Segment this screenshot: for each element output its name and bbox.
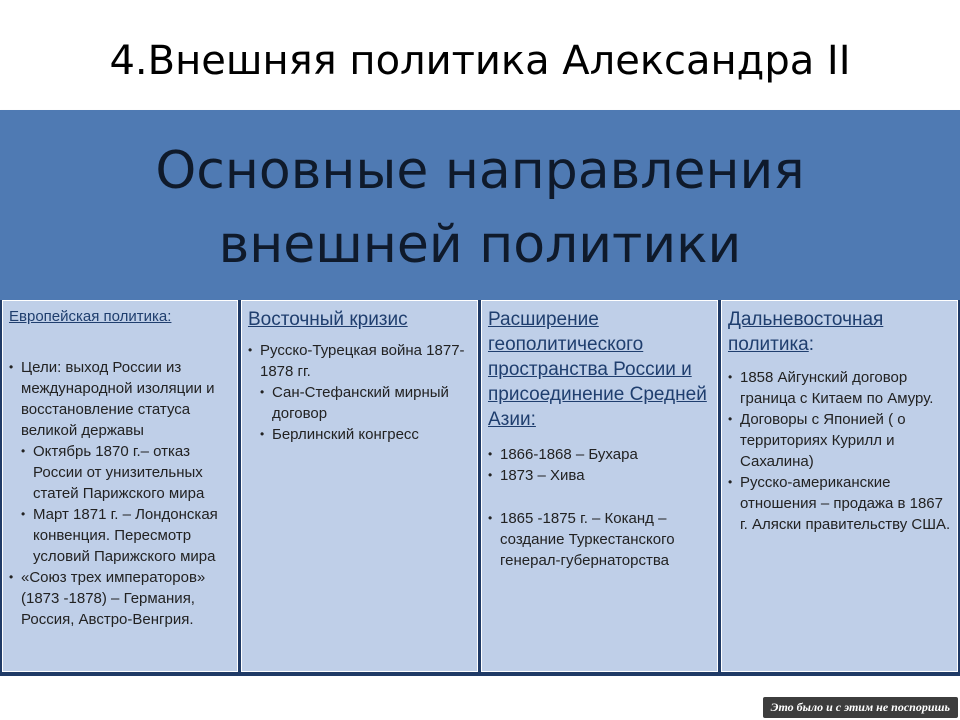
column-heading-suffix: : [808, 334, 815, 355]
slide-title: 4.Внешняя политика Александра II [109, 38, 851, 84]
header-band [0, 110, 960, 300]
columns-area [0, 300, 960, 676]
column-heading-text: Дальневосточная политика [728, 309, 884, 355]
watermark-badge: Это было и с этим не поспоришь [763, 697, 958, 718]
list-item: • 1866-1868 – Бухара [488, 444, 711, 465]
column-heading [728, 307, 951, 357]
header-line-2: внешней политики [218, 215, 742, 275]
column-european-policy [2, 300, 238, 672]
list-item: • Договоры с Японией ( о территориях Курилл и Сахалина) [728, 409, 951, 472]
bullet-list [728, 367, 951, 535]
list-item: • Сан-Стефанский мирный договор [260, 382, 471, 424]
column-far-east [721, 300, 958, 672]
column-eastern-crisis [241, 300, 478, 672]
column-central-asia [481, 300, 718, 672]
list-item: • Март 1871 г. – Лондонская конвенция. Пересмотр условий Парижского мира [21, 504, 231, 567]
list-item: • Октябрь 1870 г.– отказ России от унизительных статей Парижского мира [21, 441, 231, 504]
list-item: • 1858 Айгунский договор граница с Китаем по Амуру. [728, 367, 951, 409]
list-item: • Русско-американские отношения – продажа в 1867 г. Аляски правительству США. [728, 472, 951, 535]
bullet-list [248, 340, 471, 445]
list-item: • Русско-Турецкая война 1877-1878 гг. [248, 340, 471, 382]
header-line-1: Основные направления [155, 141, 805, 201]
bullet-list [488, 444, 711, 571]
column-heading: Расширение геополитического пространства России и присоединение Средней Азии: [488, 309, 707, 430]
list-item: • 1865 -1875 г. – Коканд – создание Туркестанского генерал-губернаторства [488, 508, 711, 571]
list-item: • 1873 – Хива [488, 465, 711, 486]
list-item: • «Союз трех императоров» (1873 -1878) – Германия, Россия, Австро-Венгрия. [9, 567, 231, 630]
list-item: • Цели: выход России из международной изоляции и восстановление статуса великой державы [9, 357, 231, 441]
list-item: • Берлинский конгресс [260, 424, 471, 445]
bullet-list [9, 357, 231, 630]
column-heading: Европейская политика: [9, 308, 172, 325]
column-heading: Восточный кризис [248, 309, 408, 330]
